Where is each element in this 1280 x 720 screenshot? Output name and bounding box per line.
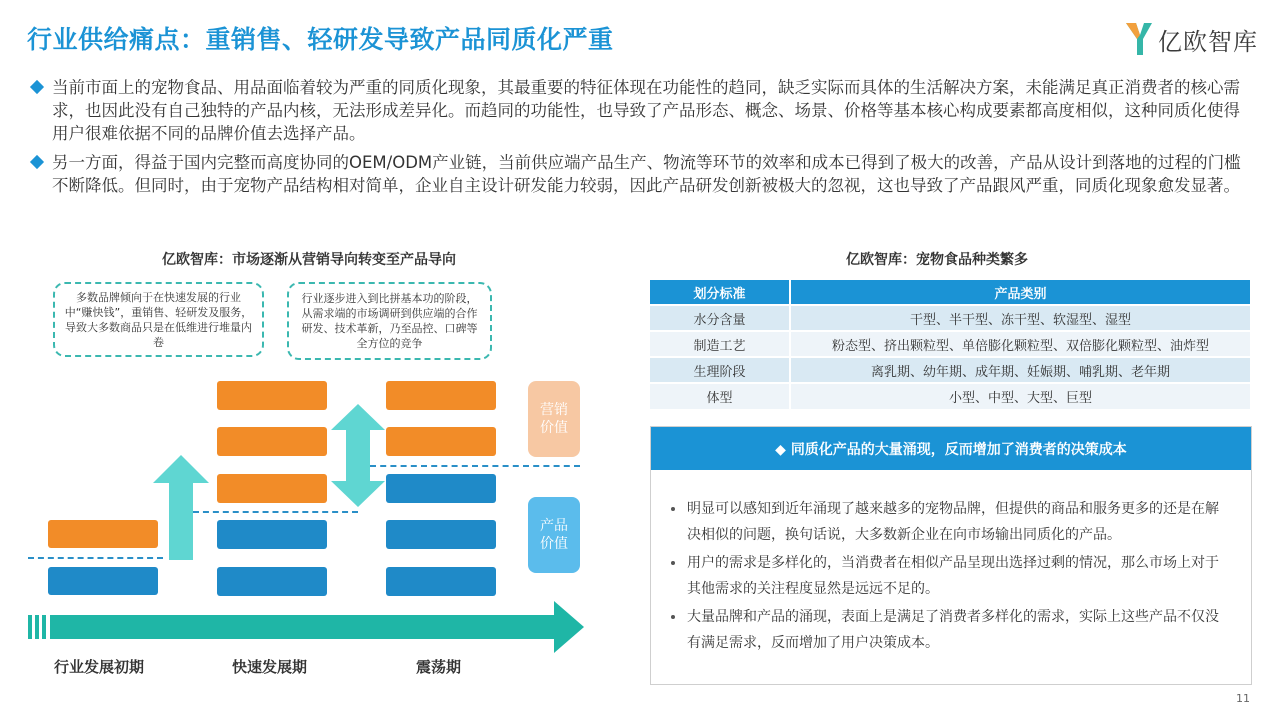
table-cell: 小型、中型、大型、巨型 — [790, 383, 1251, 409]
table-cell: 生理阶段 — [650, 357, 790, 383]
threshold-line — [193, 511, 358, 513]
right-table-title: 亿欧智库：宠物食品种类繁多 — [846, 252, 1028, 268]
table-cell: 制造工艺 — [650, 331, 790, 357]
list-item — [669, 604, 1227, 656]
insight-panel — [650, 426, 1252, 685]
page-number: 11 — [1236, 692, 1250, 705]
intro-bullet — [30, 76, 1255, 145]
product-block — [386, 520, 496, 549]
product-block — [386, 567, 496, 596]
left-chart-title: 亿欧智库：市场逐渐从营销导向转变至产品导向 — [162, 252, 456, 268]
marketing-block — [217, 427, 327, 456]
list-item-text: 用户的需求是多样化的，当消费者在相似产品呈现出选择过剩的情况，那么市场上对于其他需求的关注程度显然是远远不足的。 — [687, 555, 1219, 597]
table-header-cell: 产品类别 — [790, 280, 1251, 305]
intro-bullets — [30, 76, 1255, 203]
product-block — [48, 567, 158, 595]
pet-food-table — [650, 280, 1252, 409]
marketing-block — [217, 474, 327, 503]
threshold-line — [370, 465, 580, 467]
intro-bullet — [30, 151, 1255, 197]
panel-body — [651, 426, 1251, 656]
callout-early-stage — [53, 282, 264, 357]
bullet-dot-icon — [671, 507, 675, 511]
table-row — [650, 383, 1251, 409]
stage-label: 行业发展初期 — [54, 658, 145, 676]
double-arrow-icon — [331, 404, 385, 507]
table-row — [650, 331, 1251, 357]
page-title: 行业供给痛点：重销售、轻研发导致产品同质化严重 — [27, 25, 614, 54]
list-item — [669, 550, 1227, 602]
marketing-block — [386, 427, 496, 456]
marketing-block — [48, 520, 158, 548]
callout-text: 多数品牌倾向于在快速发展的行业中“赚快钱”，重销售、轻研发及服务，导致大多数商品只是在低维进行堆量内卷 — [64, 290, 253, 349]
table-cell: 离乳期、幼年期、成年期、妊娠期、哺乳期、老年期 — [790, 357, 1251, 383]
marketing-block — [217, 381, 327, 410]
marketing-value-box — [528, 381, 580, 457]
bullet-dot-icon — [671, 615, 675, 619]
list-item — [669, 496, 1227, 548]
list-item-text: 大量品牌和产品的涌现，表面上是满足了消费者多样化的需求，实际上这些产品不仅没有满足需求，反而增加了用户决策成本。 — [687, 609, 1219, 651]
table-cell: 干型、半干型、冻干型、软湿型、湿型 — [790, 305, 1251, 331]
stage-label: 震荡期 — [416, 658, 462, 676]
product-value-box — [528, 497, 580, 573]
up-arrow-icon — [153, 455, 209, 560]
table-row — [650, 305, 1251, 331]
table-row — [650, 357, 1251, 383]
diamond-bullet-icon — [30, 80, 44, 94]
logo — [1124, 20, 1258, 58]
product-value-label: 产品价值 — [540, 518, 568, 552]
product-block — [386, 474, 496, 503]
bullet-text: 当前市面上的宠物食品、用品面临着较为严重的同质化现象，其最重要的特征体现在功能性的趋同，缺乏实际而具体的生活解决方案，未能满足真正消费者的核心需求，也因此没有自己独特的产品内核，无法形成差异化。而趋同的功能性，也导致了产品形态、概念、场景、价格等基本核心构成要素都高度相似，这种同质化使得用户很难依据不同的品牌价值去选择产品。 — [52, 78, 1240, 143]
bullet-text: 另一方面，得益于国内完整而高度协同的OEM/ODM产业链，当前供应端产品生产、物流等环节的效率和成本已得到了极大的改善，产品从设计到落地的过程的门槛不断降低。但同时，由于宠物产品结构相对简单，企业自主设计研发能力较弱，因此产品研发创新被极大的忽视，这也导致了产品跟风严重，同质化现象愈发显著。 — [52, 153, 1241, 195]
panel-title: ◆ 同质化产品的大量涌现，反而增加了消费者的决策成本 — [651, 427, 1251, 470]
product-block — [217, 567, 327, 596]
threshold-line — [28, 557, 163, 559]
list-item-text: 明显可以感知到近年涌现了越来越多的宠物品牌，但提供的商品和服务更多的还是在解决相似的问题，换句话说，大多数新企业在向市场输出同质化的产品。 — [687, 501, 1219, 543]
table-header-row — [650, 280, 1251, 305]
diamond-bullet-icon — [30, 155, 44, 169]
table-cell: 体型 — [650, 383, 790, 409]
logo-mark-icon — [1124, 21, 1154, 57]
logo-text: 亿欧智库 — [1158, 27, 1258, 56]
timeline-arrow — [28, 601, 584, 653]
table-cell: 粉态型、挤出颗粒型、单倍膨化颗粒型、双倍膨化颗粒型、油炸型 — [790, 331, 1251, 357]
marketing-block — [386, 381, 496, 410]
bullet-dot-icon — [671, 561, 675, 565]
stage-label: 快速发展期 — [232, 658, 308, 676]
marketing-value-label: 营销价值 — [540, 402, 568, 436]
product-block — [217, 520, 327, 549]
table-cell: 水分含量 — [650, 305, 790, 331]
table-header-cell: 划分标准 — [650, 280, 790, 305]
callout-text: 行业逐步进入到比拼基本功的阶段，从需求端的市场调研到供应端的合作研发、技术革新，乃至品控、口碑等全方位的竞争 — [301, 292, 478, 350]
callout-shake-stage — [287, 282, 492, 360]
